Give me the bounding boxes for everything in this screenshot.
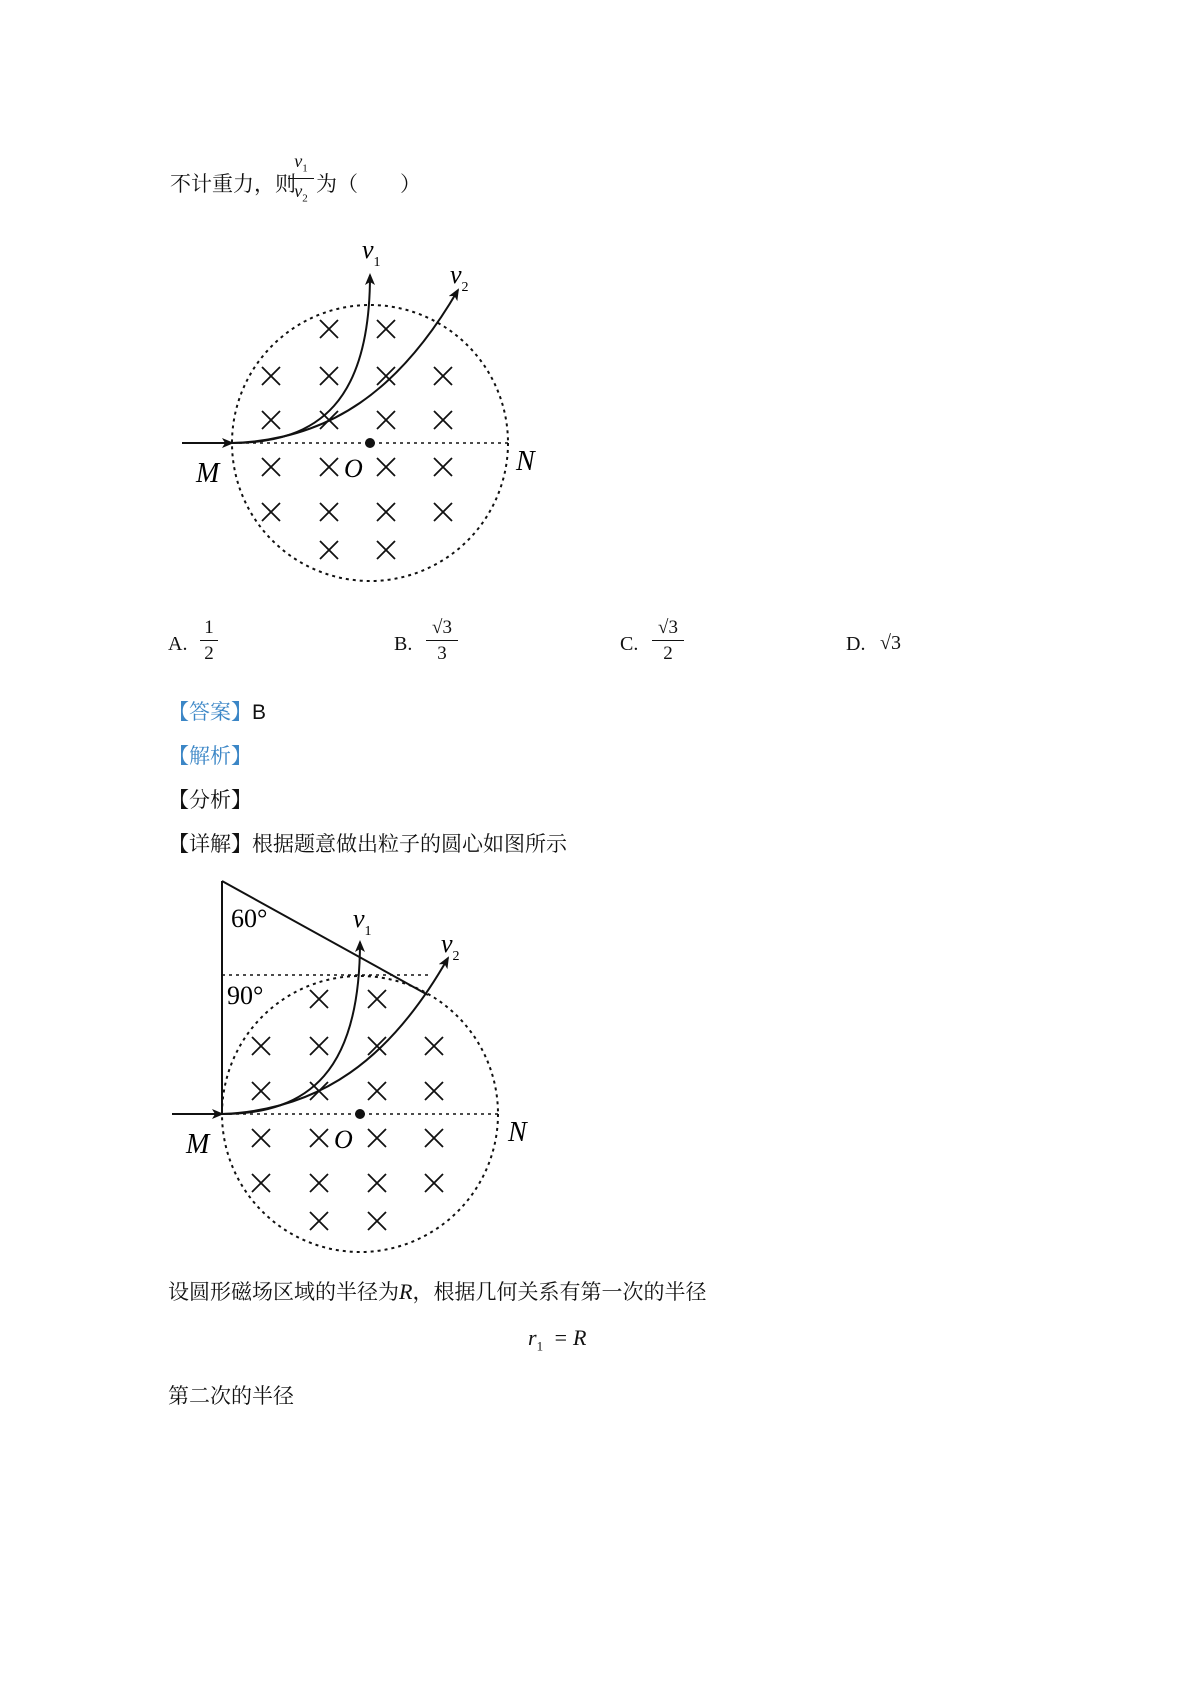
paragraph-second-radius: 第二次的半径	[168, 1384, 294, 1408]
v1-label-1: $v_1$	[362, 235, 381, 270]
label-O-1: O	[344, 454, 363, 483]
v2-label-2: $v_2$	[441, 929, 460, 964]
label-N-1: N	[516, 446, 535, 477]
option-b-value[interactable]: √3 3	[426, 618, 458, 663]
option-a-value[interactable]: 1 2	[200, 618, 218, 663]
option-c-value[interactable]: √3 2	[652, 618, 684, 663]
center-dot-2	[355, 1109, 365, 1119]
trajectory-v1-2	[222, 942, 360, 1114]
label-M-2: M	[186, 1129, 210, 1160]
cross-marks-2	[252, 990, 443, 1230]
question-prefix: 不计重力，则	[170, 172, 296, 196]
option-d-value[interactable]: √3	[880, 632, 901, 654]
paragraph-radius: 设圆形磁场区域的半径为R，根据几何关系有第一次的半径	[168, 1279, 707, 1304]
v2-label-1: $v_2$	[450, 260, 469, 295]
label-M-1: M	[196, 458, 220, 489]
question-fraction: $v_1$ $v_2$	[288, 152, 314, 204]
detail-label: 【详解】	[168, 832, 252, 856]
equation-r1: $r_1 = R$	[528, 1325, 587, 1354]
angle-60-label: 60°	[231, 904, 268, 933]
fenxi-label: 【分析】	[168, 788, 252, 812]
option-d-letter[interactable]: D.	[846, 633, 866, 655]
answer-value: B	[252, 701, 267, 724]
label-N-2: N	[508, 1117, 527, 1148]
v1-label-2: $v_1$	[353, 904, 372, 939]
option-a-letter[interactable]: A.	[168, 633, 188, 655]
option-c-letter[interactable]: C.	[620, 633, 639, 655]
option-b-letter[interactable]: B.	[394, 633, 413, 655]
answer-label: 【答案】	[168, 700, 252, 724]
analysis-label: 【解析】	[168, 744, 252, 768]
hypotenuse-2	[222, 881, 428, 995]
question-suffix: 为（ ）	[316, 172, 421, 196]
label-O-2: O	[334, 1125, 353, 1154]
detail-text: 根据题意做出粒子的圆心如图所示	[252, 832, 567, 856]
angle-90-label: 90°	[227, 981, 264, 1010]
